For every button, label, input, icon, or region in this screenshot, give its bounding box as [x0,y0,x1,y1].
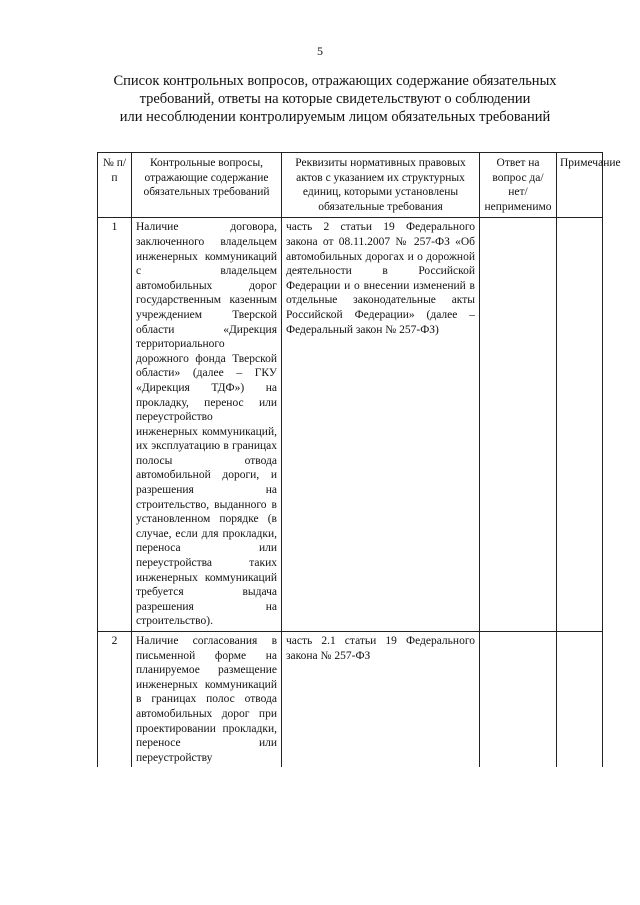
header-note: Примечание [557,153,603,218]
question-cell: Наличие договора, заключенного владельцем инженерных коммуникаций с владельцем автомобильных дорог государственным казенным учреждением Тверской области «Дирекция территориального дорожного фонда Тверской области» (далее – ГКУ «Дирекция ТДФ») на прокладку, перенос или переустройство инженерных коммуникаций, их эксплуатацию в границах полосы отвода автомобильной дороги, и разрешения на строительство, выданного в установленном порядке (в случае, если для прокладки, переноса или переустройства таких инженерных коммуникаций требуется выдача разрешения на строительство). [132,218,282,632]
question-cell: Наличие согласования в письменной форме на планируемое размещение инженерных коммуникаций в границах полос отвода автомобильных дорог при проектировании прокладки, переносе или переустройству [132,632,282,768]
header-num: № п/п [98,153,132,218]
document-title [100,72,570,126]
header-answer: Ответ на вопрос да/нет/неприменимо [480,153,557,218]
header-question: Контрольные вопросы, отражающие содержание обязательных требований [132,153,282,218]
requisites-cell: часть 2.1 статьи 19 Федерального закона № 257-ФЗ [282,632,480,768]
table-row [98,218,603,632]
table-row [98,632,603,768]
table-header-row [98,153,603,218]
requisites-cell: часть 2 статьи 19 Федерального закона от 08.11.2007 № 257-ФЗ «Об автомобильных дорогах и о дорожной деятельности в Российской Федерации и о внесении изменений в отдельные законодательные акты Российской Федерации» (далее – Федеральный закон № 257-ФЗ) [282,218,480,632]
note-cell [557,218,603,632]
row-number: 2 [98,632,132,768]
page-number: 5 [317,44,323,58]
answer-cell [480,632,557,768]
row-number: 1 [98,218,132,632]
title-line-2: требований, ответы на которые свидетельствуют о соблюдении [139,91,531,107]
header-requisites: Реквизиты нормативных правовых актов с указанием их структурных единиц, которыми установлены обязательные требования [282,153,480,218]
note-cell [557,632,603,768]
answer-cell [480,218,557,632]
checklist-table [97,152,621,767]
title-line-3: или несоблюдении контролируемым лицом обязательных требований [119,109,551,125]
title-line-1: Список контрольных вопросов, отражающих содержание обязательных [113,73,557,89]
